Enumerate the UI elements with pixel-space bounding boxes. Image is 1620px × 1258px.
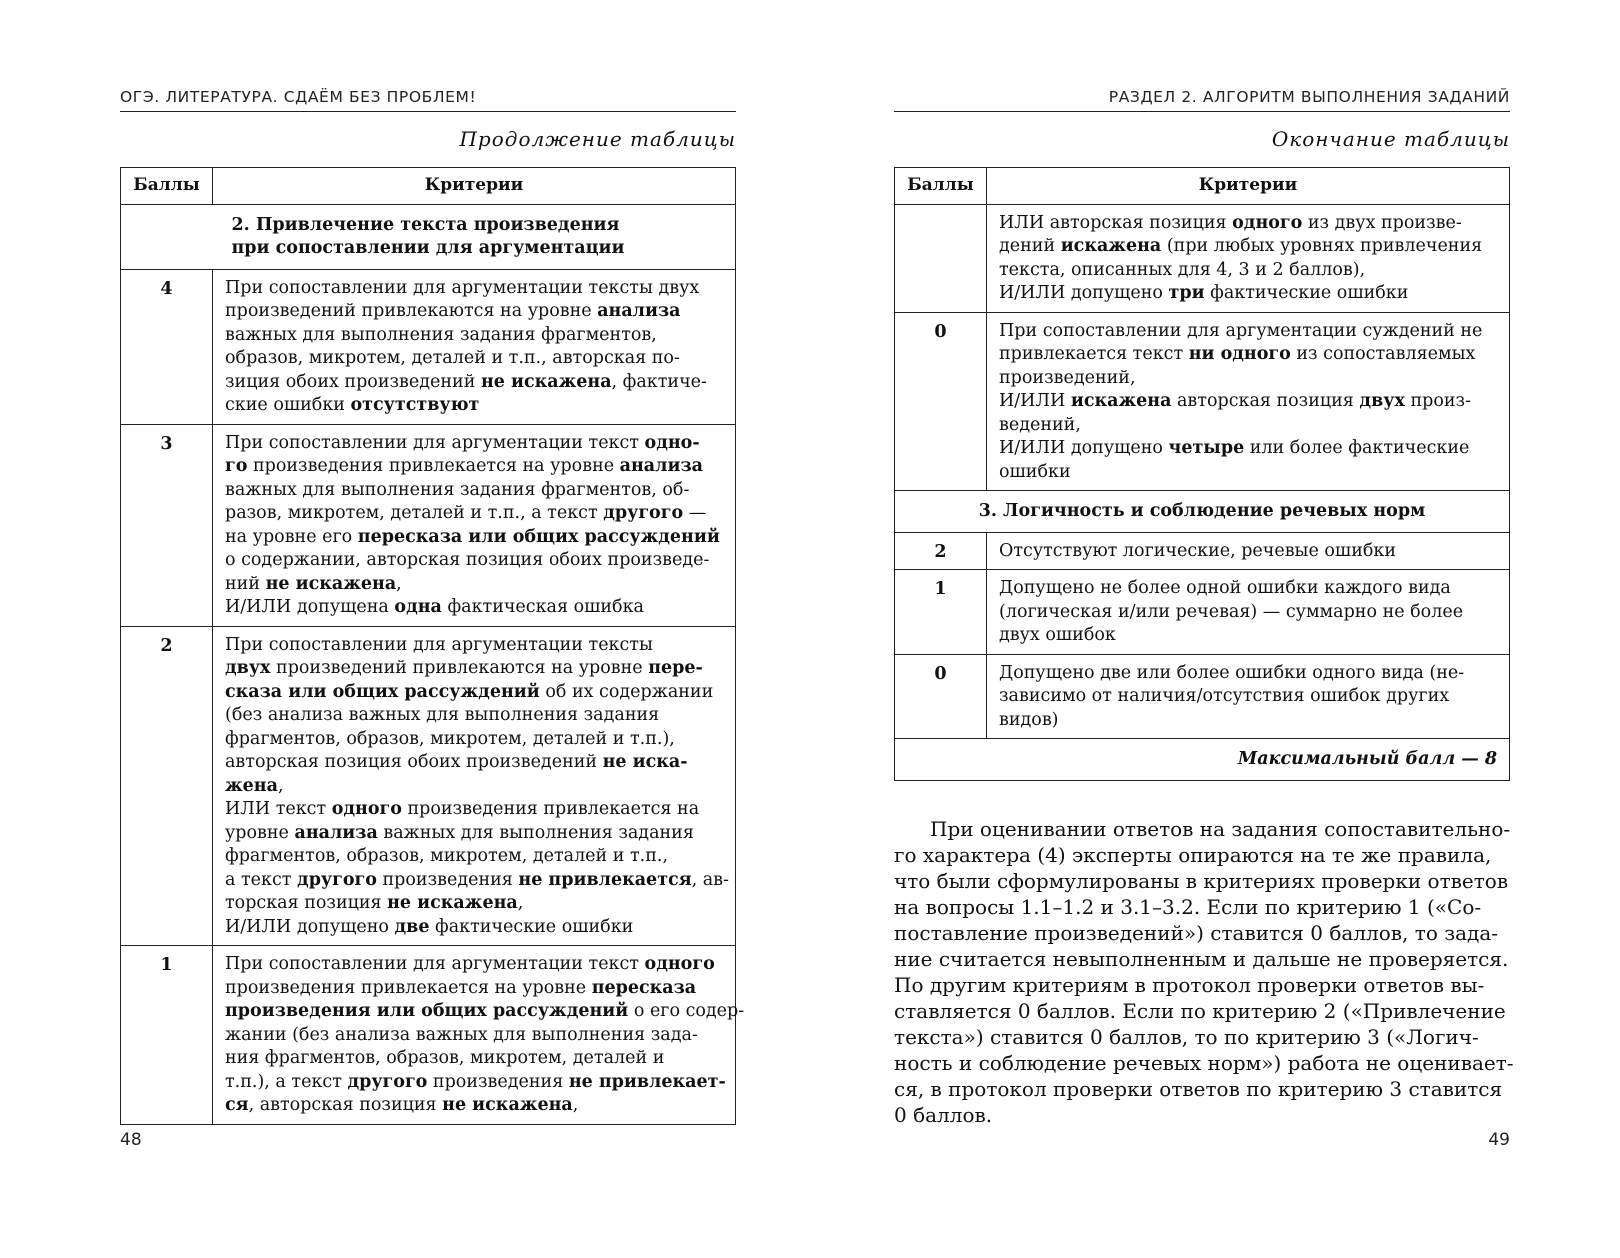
text-run: (логическая и/или речевая) — суммарно не более	[999, 601, 1464, 622]
text-run: При сопоставлении для аргументации текст	[225, 432, 645, 453]
page-number-right: 49	[1488, 1130, 1510, 1150]
paragraph-line: 0 баллов.	[894, 1103, 993, 1127]
bold-term: жена	[225, 775, 278, 796]
criteria-cell	[987, 312, 1510, 491]
bold-term: не привлекает-	[568, 1071, 726, 1092]
criteria-cell	[213, 424, 736, 626]
bold-term: не привлекается	[518, 869, 692, 890]
paragraph-line: ность и соблюдение речевых норм») работа не оценивает-	[894, 1051, 1514, 1075]
text-run: о содержании, авторская позиция обоих произведе-	[225, 550, 710, 570]
text-run: произведений привлекаются на уровне	[225, 301, 598, 321]
running-head-left: ОГЭ. ЛИТЕРАТУРА. СДАЁМ БЕЗ ПРОБЛЕМ!	[120, 88, 736, 112]
score-cell: 1	[895, 570, 987, 655]
criteria-line	[225, 502, 723, 526]
text-run: Отсутствуют логические, речевые ошибки	[999, 540, 1397, 561]
text-run: текста, описанных для 4, 3 и 2 баллов),	[999, 259, 1366, 280]
criteria-line	[225, 798, 723, 822]
criteria-line	[225, 775, 723, 799]
paragraph-line: ся, в протокол проверки ответов по критерию 3 ставится	[894, 1077, 1503, 1101]
criteria-line	[225, 953, 723, 977]
bold-term: одного	[1232, 212, 1303, 233]
criteria-column-header: Критерии	[213, 168, 736, 205]
score-cell: 2	[895, 532, 987, 570]
criteria-line	[225, 324, 723, 348]
bold-term: не иска-	[602, 752, 688, 772]
bold-term: другого	[347, 1071, 428, 1092]
bold-term: анализа	[597, 301, 681, 321]
criteria-line	[225, 1047, 723, 1071]
criteria-line	[999, 259, 1497, 283]
text-run: ведений,	[999, 414, 1081, 435]
bold-term: искажена	[1060, 236, 1162, 256]
text-run: из сопоставляемых	[1290, 344, 1476, 364]
text-run: произведений привлекаются на уровне	[270, 658, 649, 678]
text-run: И/ИЛИ	[999, 391, 1071, 411]
criteria-line	[225, 728, 723, 752]
text-run: ния фрагментов, образов, микротем, деталей и	[225, 1048, 665, 1068]
table-row	[121, 269, 736, 424]
bold-term: другого	[603, 503, 684, 523]
bold-term: пересказа	[591, 977, 697, 998]
criteria-line	[999, 414, 1497, 438]
score-cell: 4	[121, 269, 213, 424]
text-run: двух ошибок	[999, 625, 1116, 645]
table-row	[121, 946, 736, 1125]
criteria-line	[225, 432, 723, 456]
text-run: об их содержании	[539, 681, 714, 702]
bold-term: пере-	[648, 658, 703, 678]
score-cell: 3	[121, 424, 213, 626]
text-run: привлекается текст	[999, 344, 1189, 364]
text-run: И/ИЛИ допущено	[999, 438, 1169, 458]
bold-term: три	[1168, 283, 1205, 303]
bold-term: одна	[394, 597, 442, 617]
criteria-line	[999, 685, 1497, 709]
section-title-line: при сопоставлении для аргументации	[231, 238, 625, 258]
criteria-line	[225, 704, 723, 728]
text-run: уровне	[225, 822, 295, 843]
criteria-cell	[987, 204, 1510, 312]
text-run: жании (без анализа важных для выполнения зада-	[225, 1024, 698, 1045]
text-run: ошибки	[999, 461, 1071, 482]
text-run: При сопоставлении для аргументации тексты двух	[225, 277, 700, 298]
score-cell	[895, 204, 987, 312]
table-caption-right: Окончание таблицы	[1271, 127, 1510, 151]
left-page	[120, 0, 745, 1258]
criteria-line	[225, 371, 723, 395]
table-row	[895, 312, 1510, 491]
criteria-cell	[213, 626, 736, 946]
text-run: ИЛИ авторская позиция	[999, 212, 1233, 233]
text-run: ний	[225, 573, 266, 594]
paragraph-line: При оценивании ответов на задания сопоставительно-	[930, 817, 1511, 841]
text-run: , фактиче-	[611, 371, 707, 392]
bold-term: пересказа или общих рассуждений	[357, 526, 720, 547]
table-header-row	[121, 168, 736, 205]
bold-term: не искажена	[265, 573, 397, 594]
text-run: торская позиция	[225, 893, 388, 913]
text-run: При сопоставлении для аргументации текст	[225, 954, 645, 974]
text-run: дений	[999, 236, 1061, 256]
table-row	[121, 626, 736, 946]
criteria-table-right	[894, 167, 1510, 781]
text-run: важных для выполнения задания фрагментов,	[225, 324, 657, 345]
paragraph-line: на вопросы 1.1–1.2 и 3.1–3.2. Если по критерию 1 («Со-	[894, 895, 1482, 919]
criteria-line	[999, 601, 1497, 625]
criteria-line	[999, 437, 1497, 461]
text-run: (при любых уровнях привлечения	[1161, 236, 1483, 256]
text-run: о его содер-	[628, 1001, 745, 1021]
body-paragraph	[894, 816, 1514, 1128]
text-run: произведений,	[999, 367, 1136, 388]
paragraph-line: го характера (4) эксперты опираются на те же правила,	[894, 843, 1492, 867]
bold-term: двух	[225, 658, 271, 678]
table-row	[121, 424, 736, 626]
criteria-column-header: Критерии	[987, 168, 1510, 205]
page-number-left: 48	[120, 1130, 142, 1150]
text-run: образов, микротем, деталей и т.п., авторская по-	[225, 348, 680, 368]
bold-term: сказа или общих рассуждений	[225, 681, 540, 702]
score-cell: 2	[121, 626, 213, 946]
score-column-header: Баллы	[895, 168, 987, 205]
criteria-line	[225, 681, 723, 705]
text-run: ,	[396, 573, 402, 594]
paragraph-line: ние считается невыполненным и дальше не проверяется.	[894, 947, 1509, 971]
text-run: ские ошибки	[225, 395, 351, 415]
text-run: на уровне его	[225, 526, 358, 547]
criteria-line	[999, 461, 1497, 485]
criteria-line	[999, 390, 1497, 414]
criteria-line	[999, 624, 1497, 648]
bold-term: произведения или общих рассуждений	[225, 1001, 629, 1021]
criteria-table-left	[120, 167, 745, 1125]
criteria-cell	[213, 269, 736, 424]
text-run: И/ИЛИ допущено	[999, 283, 1169, 303]
criteria-line	[999, 662, 1497, 686]
text-run: произведения	[427, 1071, 569, 1092]
text-run: а текст	[225, 869, 298, 890]
text-run: ИЛИ текст	[225, 799, 332, 819]
criteria-line	[999, 709, 1497, 733]
bold-term: искажена	[1070, 391, 1172, 411]
paragraph-line: По другим критериям в протокол проверки ответов вы-	[894, 973, 1485, 997]
section-row	[121, 204, 736, 269]
running-head-right: РАЗДЕЛ 2. АЛГОРИТМ ВЫПОЛНЕНИЯ ЗАДАНИЙ	[894, 88, 1510, 112]
right-page	[894, 0, 1514, 1258]
text-run: важных для выполнения задания фрагментов, об-	[225, 479, 690, 500]
table-caption-left: Продолжение таблицы	[459, 127, 736, 151]
max-score: Максимальный балл — 8	[895, 739, 1510, 781]
text-run: ,	[277, 775, 284, 796]
bold-term: отсутствуют	[350, 395, 480, 415]
bold-term: одного	[331, 799, 402, 819]
criteria-line	[225, 573, 723, 597]
criteria-line	[225, 394, 723, 418]
text-run: фрагментов, образов, микротем, деталей и т.п.),	[225, 728, 675, 749]
text-run: И/ИЛИ допущена	[225, 597, 395, 617]
table-header-row	[895, 168, 1510, 205]
text-run: зависимо от наличия/отсутствия ошибок других	[999, 686, 1450, 706]
criteria-line	[999, 320, 1497, 344]
text-run: произведения	[376, 869, 519, 890]
criteria-line	[225, 479, 723, 503]
bold-term: одного	[644, 954, 715, 974]
text-run: фрагментов, образов, микротем, деталей и т.п.,	[225, 846, 669, 866]
table-row	[895, 570, 1510, 655]
text-run: произ-	[1404, 391, 1471, 411]
criteria-line	[225, 869, 729, 893]
section-title-line: 2. Привлечение текста произведения	[231, 214, 620, 235]
criteria-line	[225, 526, 723, 550]
text-run: или более фактические	[1244, 438, 1470, 458]
criteria-line	[225, 1000, 745, 1024]
criteria-line	[999, 235, 1497, 259]
bold-term: две	[394, 916, 430, 937]
criteria-line	[999, 577, 1497, 601]
text-run: , ав-	[691, 869, 729, 890]
paragraph-line: текста») ставится 0 баллов, то по критерию 3 («Логич-	[894, 1025, 1479, 1049]
paragraph-line: что были сформулированы в критериях проверки ответов	[894, 869, 1509, 893]
bold-term: двух	[1359, 391, 1405, 411]
text-run: из двух произве-	[1302, 212, 1462, 233]
criteria-line	[225, 277, 723, 301]
bold-term: одно-	[644, 432, 700, 453]
bold-term: ни одного	[1188, 344, 1291, 364]
section-row	[895, 491, 1510, 533]
bold-term: ся	[225, 1095, 249, 1115]
criteria-line	[225, 549, 723, 573]
criteria-line	[225, 300, 723, 324]
text-run: фактические ошибки	[429, 916, 634, 937]
score-cell: 1	[121, 946, 213, 1125]
max-score-row	[895, 739, 1510, 781]
paragraph-line: поставление произведений») ставится 0 баллов, то зада-	[894, 921, 1499, 945]
criteria-line	[225, 455, 723, 479]
criteria-line	[999, 343, 1497, 367]
table-row	[895, 654, 1510, 739]
criteria-line	[225, 1024, 723, 1048]
bold-term: го	[225, 456, 248, 476]
text-run: авторская позиция обоих произведений	[225, 752, 603, 772]
text-run: произведения привлекается на уровне	[247, 456, 620, 476]
criteria-line	[225, 845, 723, 869]
bold-term: четыре	[1168, 438, 1245, 458]
text-run: ,	[572, 1095, 579, 1115]
text-run: , авторская позиция	[248, 1095, 443, 1115]
section-title-2	[121, 204, 736, 269]
text-run: ,	[517, 893, 524, 913]
criteria-line	[225, 657, 723, 681]
bold-term: анализа	[619, 456, 703, 476]
text-run: т.п.), а текст	[225, 1071, 348, 1092]
text-run: При сопоставлении для аргументации тексты	[225, 634, 653, 655]
criteria-line	[999, 367, 1497, 391]
criteria-line	[225, 1094, 723, 1118]
text-run: Допущено не более одной ошибки каждого вида	[999, 578, 1451, 598]
table-row	[895, 532, 1510, 570]
bold-term: не искажена	[442, 1095, 573, 1115]
text-run: разов, микротем, деталей и т.п., а текст	[225, 503, 604, 523]
criteria-line	[999, 540, 1497, 564]
table-row	[895, 204, 1510, 312]
criteria-cell	[987, 570, 1510, 655]
score-column-header: Баллы	[121, 168, 213, 205]
text-run: видов)	[999, 709, 1059, 730]
criteria-cell	[987, 654, 1510, 739]
text-run: фактическая ошибка	[441, 597, 644, 617]
text-run: фактические ошибки	[1204, 283, 1409, 303]
text-run: произведения привлекается на уровне	[225, 977, 592, 998]
criteria-line	[999, 212, 1497, 236]
text-run: При сопоставлении для аргументации суждений не	[999, 320, 1483, 341]
bold-term: не искажена	[480, 371, 612, 392]
criteria-line	[225, 634, 723, 658]
score-cell: 0	[895, 654, 987, 739]
text-run: (без анализа важных для выполнения задания	[225, 705, 660, 725]
criteria-line	[225, 1071, 726, 1095]
criteria-line	[225, 596, 723, 620]
text-run: —	[683, 503, 707, 523]
bold-term: другого	[297, 869, 377, 890]
criteria-line	[225, 822, 723, 846]
criteria-line	[225, 347, 723, 371]
criteria-line	[225, 916, 723, 940]
criteria-cell	[213, 946, 745, 1125]
criteria-line	[999, 282, 1497, 306]
criteria-line	[225, 751, 723, 775]
paragraph-line: ставляется 0 баллов. Если по критерию 2 («Привлечение	[894, 999, 1506, 1023]
section-title-3: 3. Логичность и соблюдение речевых норм	[895, 491, 1510, 533]
text-run: И/ИЛИ допущено	[225, 916, 395, 937]
criteria-line	[225, 977, 723, 1001]
criteria-cell	[987, 532, 1510, 570]
text-run: Допущено две или более ошибки одного вида (не-	[999, 662, 1465, 683]
bold-term: анализа	[294, 822, 378, 843]
score-cell: 0	[895, 312, 987, 491]
bold-term: не искажена	[387, 893, 518, 913]
text-run: авторская позиция	[1171, 391, 1360, 411]
text-run: произведения привлекается на	[401, 799, 700, 819]
text-run: зиция обоих произведений	[225, 371, 481, 392]
text-run: важных для выполнения задания	[377, 822, 694, 843]
criteria-line	[225, 892, 723, 916]
